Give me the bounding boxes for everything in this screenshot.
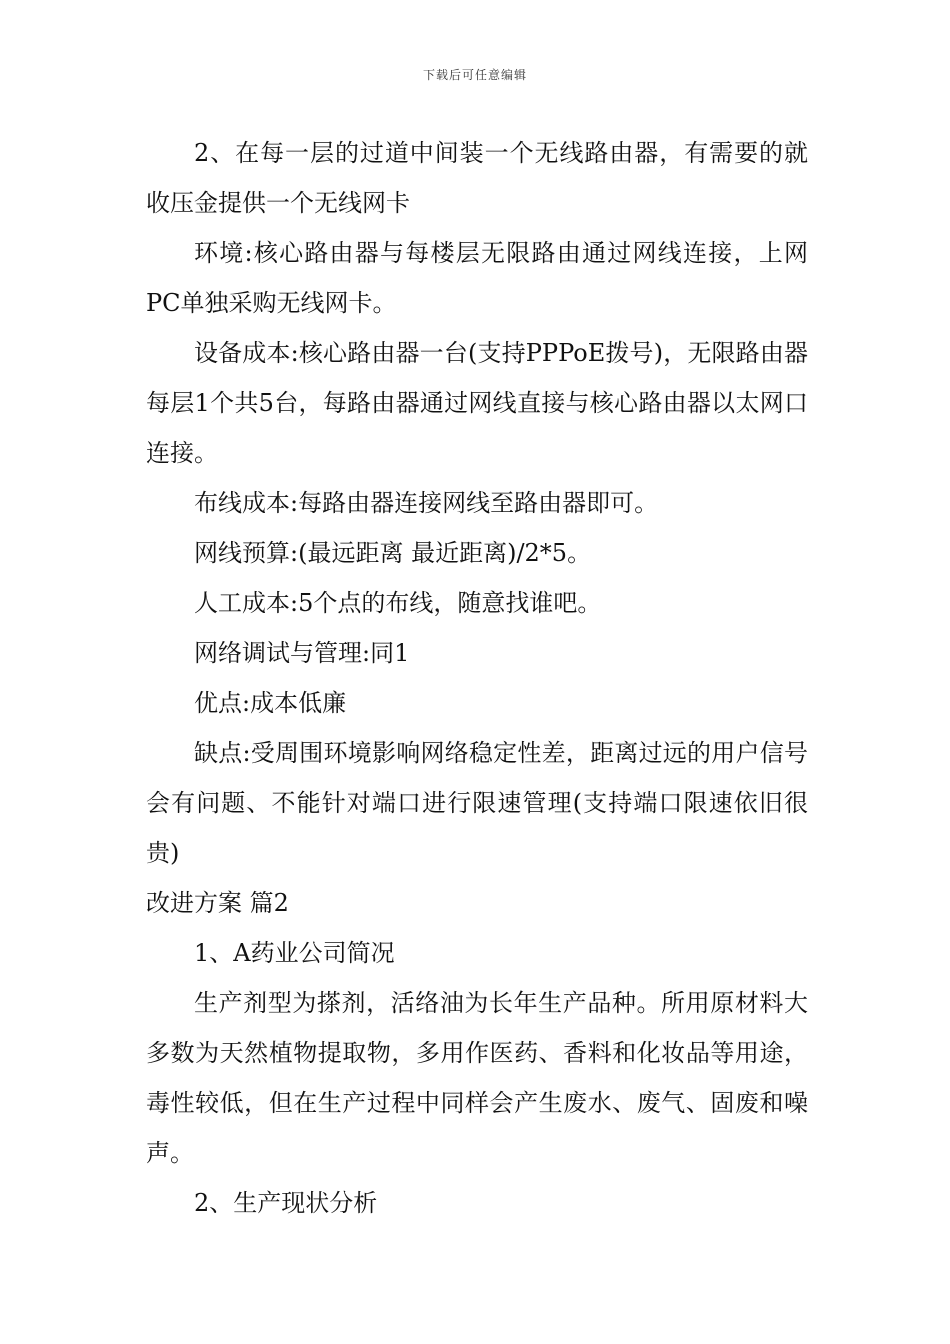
paragraph-router-per-floor: 2、在每一层的过道中间装一个无线路由器，有需要的就收压金提供一个无线网卡 [146, 139, 808, 217]
paragraph-equipment-cost: 设备成本:核心路由器一台(支持PPPoE拨号)，无限路由器每层1个共5台，每路由器通过网线直接与核心路由器以太网口连接。 [146, 339, 808, 467]
paragraph-environment: 环境:核心路由器与每楼层无限路由通过网线连接，上网PC单独采购无线网卡。 [146, 239, 808, 317]
paragraph-wiring-cost: 布线成本:每路由器连接网线至路由器即可。 [194, 489, 659, 517]
paragraph-company-overview: 生产剂型为搽剂，活络油为长年生产品种。所用原材料大多数为天然植物提取物，多用作医药、香料和化妆品等用途，毒性较低，但在生产过程中同样会产生废水、废气、固废和噪声。 [146, 989, 808, 1167]
section-heading: 改进方案 篇2 [146, 889, 289, 917]
paragraph-network-debug: 网络调试与管理:同1 [194, 639, 410, 667]
paragraph-cable-budget: 网线预算:(最远距离 最近距离)/2*5。 [194, 539, 592, 567]
paragraph-labor-cost: 人工成本:5个点的布线，随意找谁吧。 [194, 589, 602, 617]
paragraph-advantages: 优点:成本低廉 [194, 689, 347, 717]
paragraph-company-overview-title: 1、A药业公司简况 [194, 939, 395, 967]
paragraph-production-analysis-title: 2、生产现状分析 [194, 1189, 378, 1217]
document-body [146, 128, 808, 1228]
page-header-note: 下载后可任意编辑 [422, 68, 527, 82]
paragraph-disadvantages: 缺点:受周围环境影响网络稳定性差，距离过远的用户信号会有问题、不能针对端口进行限速管理(支持端口限速依旧很贵) [146, 739, 808, 867]
